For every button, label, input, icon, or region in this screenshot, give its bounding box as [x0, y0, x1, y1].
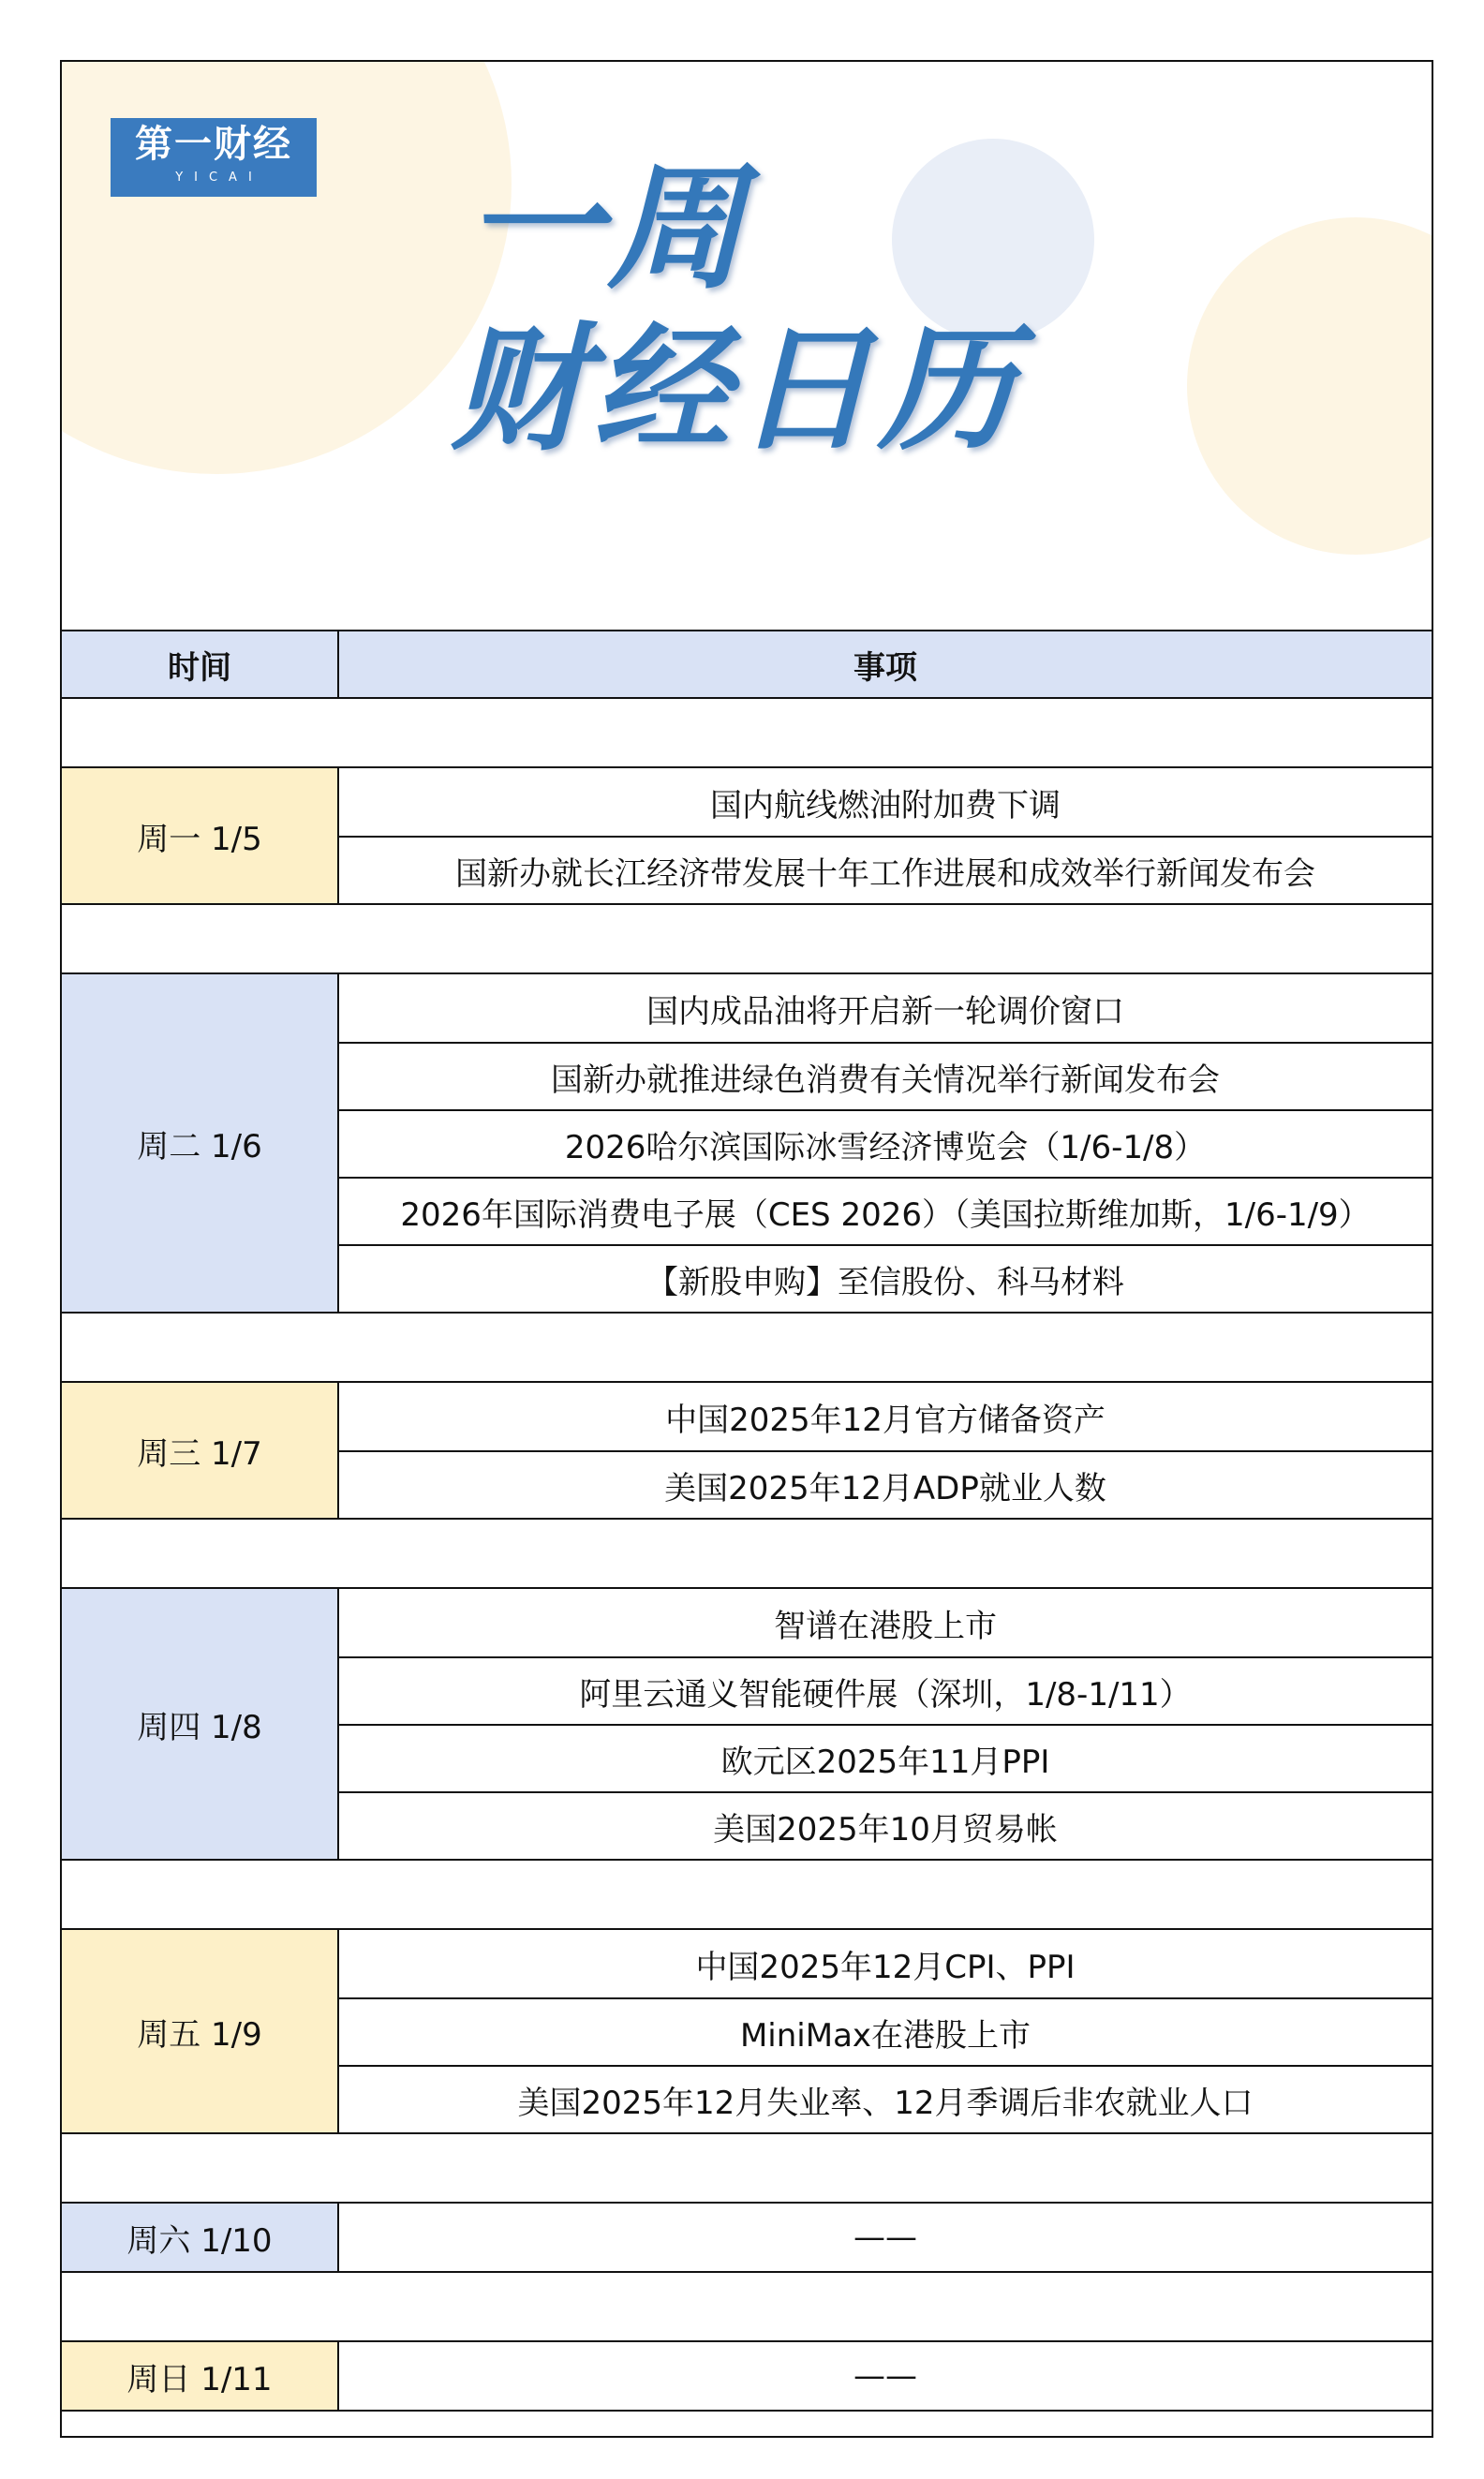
header-items: 事项 — [853, 648, 917, 687]
logo-sub-text: YICAI — [175, 171, 263, 185]
day-items — [339, 974, 1432, 1312]
spacer-row — [62, 2273, 1432, 2342]
event-item: 欧元区2025年11月PPI — [339, 1724, 1432, 1791]
day-row — [62, 1383, 1432, 1520]
spacer-row — [62, 699, 1432, 768]
day-date: 周三 1/7 — [62, 1383, 339, 1518]
event-item: 美国2025年12月失业率、12月季调后非农就业人口 — [339, 2065, 1432, 2132]
event-item: —— — [853, 2219, 917, 2256]
event-item: 中国2025年12月CPI、PPI — [695, 1948, 1076, 1986]
event-item: 中国2025年12月官方储备资产 — [665, 1401, 1106, 1439]
spacer-row — [62, 1314, 1432, 1383]
event-item: 美国2025年10月贸易帐 — [339, 1791, 1432, 1859]
day-date: 周二 1/6 — [62, 974, 339, 1312]
title-line-2: 财经日历 — [451, 310, 1020, 469]
event-item: 智谱在港股上市 — [774, 1607, 997, 1645]
day-date: 周一 1/5 — [62, 768, 339, 903]
day-date: 周日 1/11 — [62, 2342, 339, 2410]
day-date: 周五 1/9 — [62, 1930, 339, 2132]
event-item: 2026哈尔滨国际冰雪经济博览会（1/6-1/8） — [339, 1109, 1432, 1177]
calendar-table — [62, 630, 1432, 2412]
event-item: 国新办就推进绿色消费有关情况举行新闻发布会 — [339, 1042, 1432, 1109]
day-items — [339, 1383, 1432, 1518]
day-row — [62, 1930, 1432, 2134]
title-line-1: 一周 — [465, 149, 749, 308]
day-row — [62, 1589, 1432, 1861]
day-rows — [62, 699, 1432, 2412]
header-time: 时间 — [62, 631, 339, 697]
event-item: MiniMax在港股上市 — [339, 1997, 1432, 2065]
calendar-frame — [60, 60, 1433, 2438]
spacer-row — [62, 1861, 1432, 1930]
day-date: 周六 1/10 — [62, 2204, 339, 2271]
day-row — [62, 974, 1432, 1314]
day-row — [62, 2204, 1432, 2273]
event-item: 【新股申购】至信股份、科马材料 — [339, 1244, 1432, 1312]
day-items — [339, 1589, 1432, 1859]
day-items — [339, 2342, 1432, 2410]
day-row — [62, 2342, 1432, 2412]
day-date: 周四 1/8 — [62, 1589, 339, 1859]
event-item: 2026年国际消费电子展（CES 2026）（美国拉斯维加斯，1/6-1/9） — [339, 1177, 1432, 1244]
event-item: 美国2025年12月ADP就业人数 — [339, 1450, 1432, 1518]
event-item: 阿里云通义智能硬件展（深圳，1/8-1/11） — [339, 1656, 1432, 1724]
day-row — [62, 768, 1432, 905]
event-item: 国内航线燃油附加费下调 — [710, 786, 1061, 824]
day-items — [339, 2204, 1432, 2271]
day-items — [339, 768, 1432, 903]
spacer-row — [62, 2134, 1432, 2204]
spacer-row — [62, 905, 1432, 974]
decor-circle-right — [1187, 217, 1433, 555]
event-item: 国新办就长江经济带发展十年工作进展和成效举行新闻发布会 — [339, 836, 1432, 903]
event-item: 国内成品油将开启新一轮调价窗口 — [646, 992, 1124, 1031]
logo-main-text: 第一财经 — [135, 123, 292, 166]
yicai-logo — [111, 118, 317, 197]
table-header-row — [62, 630, 1432, 699]
spacer-row — [62, 1520, 1432, 1589]
day-items — [339, 1930, 1432, 2132]
event-item: —— — [853, 2357, 917, 2395]
